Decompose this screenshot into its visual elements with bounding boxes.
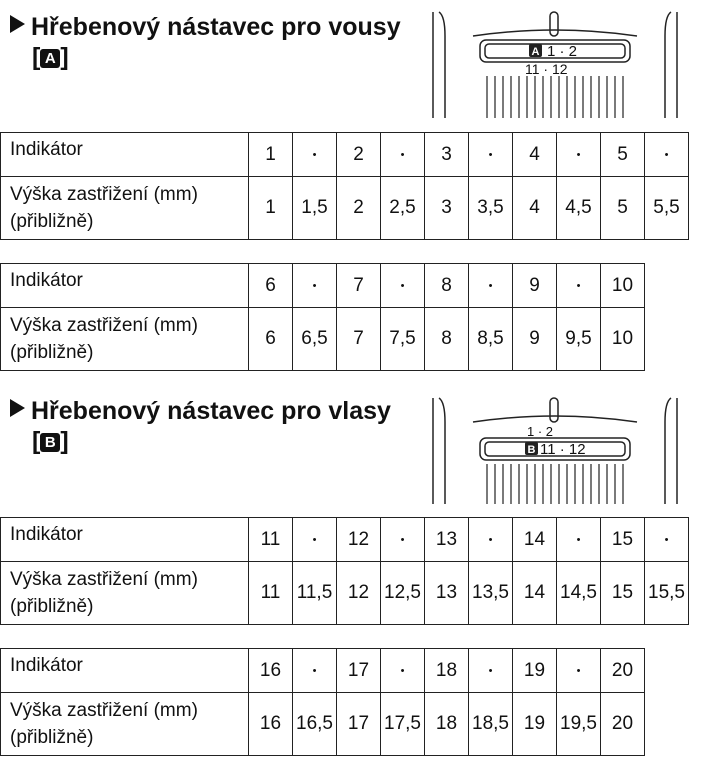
table-row [1, 177, 689, 240]
cell: 19 [513, 693, 557, 756]
cell: 20 [601, 693, 645, 756]
cell: 9,5 [557, 308, 601, 371]
cell: 6 [249, 264, 293, 308]
cell: • [469, 264, 513, 308]
section-a-heading: Hřebenový nástavec pro vousy [ A ] [10, 12, 401, 72]
comb-illustration-a [425, 6, 685, 121]
cell: 9 [513, 264, 557, 308]
cell: • [469, 518, 513, 562]
cell: • [469, 133, 513, 177]
cell: • [381, 264, 425, 308]
height-label: Výška zastřižení (mm) (přibližně) [1, 693, 249, 756]
cell: 15 [601, 518, 645, 562]
cell: 3,5 [469, 177, 513, 240]
cell: 12 [337, 562, 381, 625]
cell: 12,5 [381, 562, 425, 625]
cell: 7,5 [381, 308, 425, 371]
badge-b-icon: B [40, 433, 60, 452]
cell: 2 [337, 133, 381, 177]
cell: 17 [337, 649, 381, 693]
height-label: Výška zastřižení (mm) (přibližně) [1, 562, 249, 625]
cell: 16 [249, 649, 293, 693]
cell: 18,5 [469, 693, 513, 756]
section-a-title: Hřebenový nástavec pro vousy [31, 13, 401, 41]
cell: 11 [249, 518, 293, 562]
cell: 7 [337, 308, 381, 371]
table-row [1, 264, 645, 308]
svg-text:11 · 12: 11 · 12 [525, 61, 568, 77]
cell: • [381, 133, 425, 177]
height-table-b1 [0, 517, 689, 625]
cell: • [645, 133, 689, 177]
svg-text:1 · 2: 1 · 2 [547, 43, 578, 60]
cell: 14,5 [557, 562, 601, 625]
cell: 20 [601, 649, 645, 693]
cell: 5,5 [645, 177, 689, 240]
cell: 5 [601, 133, 645, 177]
cell: • [381, 518, 425, 562]
cell: 2 [337, 177, 381, 240]
height-label: Výška zastřižení (mm) (přibližně) [1, 308, 249, 371]
height-table-a2 [0, 263, 645, 371]
cell: 10 [601, 264, 645, 308]
cell: 14 [513, 562, 557, 625]
cell: • [557, 518, 601, 562]
cell: 16,5 [293, 693, 337, 756]
section-b-title: Hřebenový nástavec pro vlasy [31, 397, 391, 425]
cell: 9 [513, 308, 557, 371]
indicator-label: Indikátor [1, 264, 249, 308]
cell: 6 [249, 308, 293, 371]
cell: • [293, 518, 337, 562]
cell: 3 [425, 133, 469, 177]
comb-teeth-b [487, 464, 623, 504]
cell: 8,5 [469, 308, 513, 371]
cell: 1,5 [293, 177, 337, 240]
cell: 13 [425, 562, 469, 625]
cell: • [557, 649, 601, 693]
cell: 15 [601, 562, 645, 625]
cell: 17,5 [381, 693, 425, 756]
cell: 16 [249, 693, 293, 756]
table-row [1, 693, 645, 756]
table-row [1, 308, 645, 371]
table-row [1, 562, 689, 625]
table-row [1, 518, 689, 562]
cell: 2,5 [381, 177, 425, 240]
cell: 13,5 [469, 562, 513, 625]
triangle-right-icon [10, 399, 25, 417]
cell: 4 [513, 133, 557, 177]
cell: 15,5 [645, 562, 689, 625]
cell: 17 [337, 693, 381, 756]
comb-illustration-b [425, 392, 685, 507]
cell: 11,5 [293, 562, 337, 625]
svg-text:11 · 12: 11 · 12 [540, 441, 586, 458]
cell: 3 [425, 177, 469, 240]
cell: 19,5 [557, 693, 601, 756]
cell: • [557, 133, 601, 177]
cell: 8 [425, 264, 469, 308]
svg-text:1 · 2: 1 · 2 [527, 424, 554, 439]
cell: • [557, 264, 601, 308]
cell: • [381, 649, 425, 693]
cell: • [293, 649, 337, 693]
cell: 5 [601, 177, 645, 240]
cell: 18 [425, 693, 469, 756]
indicator-label: Indikátor [1, 133, 249, 177]
indicator-label: Indikátor [1, 518, 249, 562]
cell: • [469, 649, 513, 693]
cell: • [293, 264, 337, 308]
cell: 1 [249, 133, 293, 177]
height-table-a1 [0, 132, 689, 240]
height-table-b2 [0, 648, 645, 756]
cell: 4 [513, 177, 557, 240]
cell: 13 [425, 518, 469, 562]
section-b-heading: Hřebenový nástavec pro vlasy [ B ] [10, 396, 391, 456]
indicator-label: Indikátor [1, 649, 249, 693]
cell: • [645, 518, 689, 562]
badge-a-icon: A [40, 49, 60, 68]
cell: 11 [249, 562, 293, 625]
cell: 1 [249, 177, 293, 240]
cell: 14 [513, 518, 557, 562]
triangle-right-icon [10, 15, 25, 33]
table-row [1, 133, 689, 177]
height-label: Výška zastřižení (mm) (přibližně) [1, 177, 249, 240]
cell: 10 [601, 308, 645, 371]
cell: 4,5 [557, 177, 601, 240]
cell: 7 [337, 264, 381, 308]
svg-text:B: B [527, 444, 536, 456]
cell: • [293, 133, 337, 177]
cell: 18 [425, 649, 469, 693]
svg-text:A: A [531, 46, 540, 58]
cell: 6,5 [293, 308, 337, 371]
comb-teeth-a [487, 76, 623, 118]
cell: 8 [425, 308, 469, 371]
cell: 12 [337, 518, 381, 562]
table-row [1, 649, 645, 693]
cell: 19 [513, 649, 557, 693]
